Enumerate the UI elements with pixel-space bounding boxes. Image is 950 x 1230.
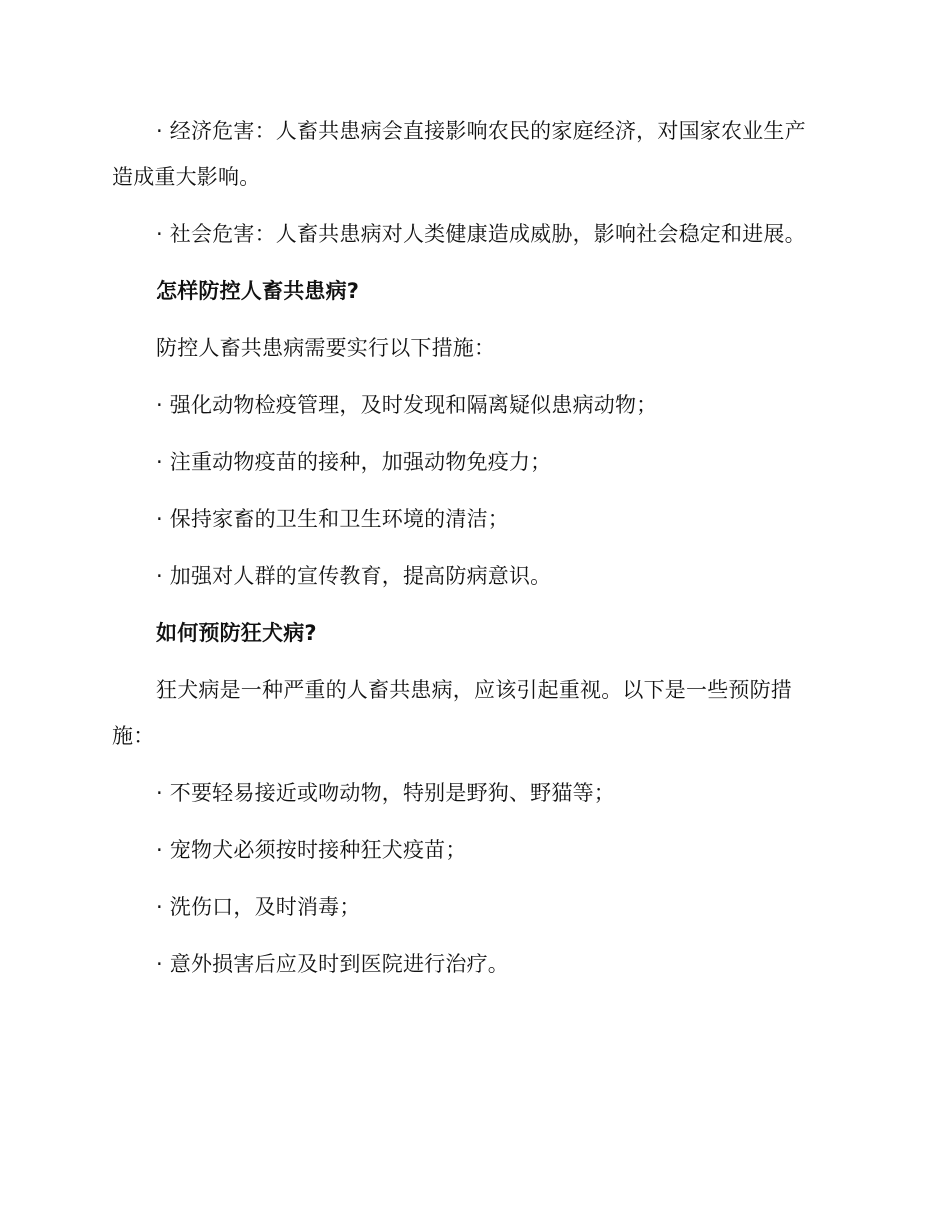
bullet-pet-vaccine: · 宠物犬必须按时接种狂犬疫苗； — [112, 827, 822, 873]
bullet-education: · 加强对人群的宣传教育，提高防病意识。 — [112, 553, 822, 599]
document-body — [112, 108, 822, 998]
bullet-economic-harm: · 经济危害：人畜共患病会直接影响农民的家庭经济，对国家农业生产造成重大影响。 — [112, 108, 822, 200]
bullet-avoid-animals: · 不要轻易接近或吻动物，特别是野狗、野猫等； — [112, 770, 822, 816]
bullet-hygiene: · 保持家畜的卫生和卫生环境的清洁； — [112, 496, 822, 542]
paragraph-rabies-intro: 狂犬病是一种严重的人畜共患病，应该引起重视。以下是一些预防措施： — [112, 678, 792, 748]
paragraph-control-measures-intro: 防控人畜共患病需要实行以下措施： — [156, 336, 496, 360]
heading-prevention-control: 怎样防控人畜共患病? — [156, 279, 360, 303]
bullet-wash-wound: · 洗伤口，及时消毒； — [112, 884, 822, 930]
bullet-seek-treatment: · 意外损害后应及时到医院进行治疗。 — [112, 941, 822, 987]
bullet-quarantine: · 强化动物检疫管理，及时发现和隔离疑似患病动物； — [112, 382, 822, 428]
bullet-vaccination: · 注重动物疫苗的接种，加强动物免疫力； — [112, 439, 822, 485]
bullet-social-harm: · 社会危害：人畜共患病对人类健康造成威胁，影响社会稳定和进展。 — [112, 211, 822, 257]
heading-rabies-prevention: 如何预防狂犬病? — [156, 621, 317, 645]
